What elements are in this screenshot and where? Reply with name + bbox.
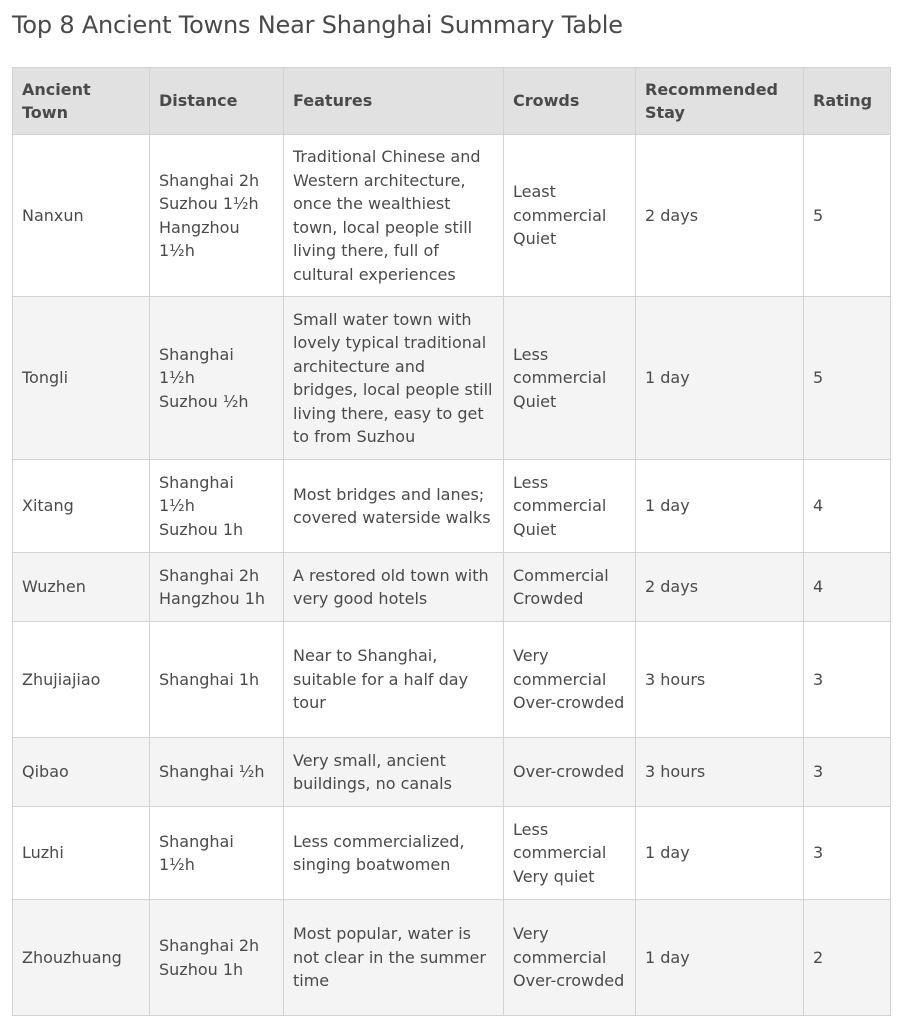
cell-features: Small water town with lovely typical traditional architecture and bridges, local people still living there, easy to get to from Suzhou: [284, 297, 504, 460]
cell-features: Most popular, water is not clear in the summer time: [284, 900, 504, 1016]
cell-town: Tongli: [13, 297, 150, 460]
table-body: [13, 135, 891, 1016]
cell-rating: 5: [804, 297, 891, 460]
crowds-line: Over-crowded: [513, 693, 625, 713]
crowds-line: Very commercial: [513, 924, 607, 967]
crowds-line: Less commercial: [513, 819, 607, 863]
table-row: [13, 297, 891, 460]
crowds-line: Very quiet: [513, 866, 595, 886]
cell-crowds: [504, 553, 636, 622]
cell-features: Very small, ancient buildings, no canals: [284, 738, 504, 807]
cell-town: Xitang: [13, 460, 150, 553]
cell-crowds: [504, 135, 636, 297]
cell-features: A restored old town with very good hotels: [284, 553, 504, 622]
cell-crowds: [504, 807, 636, 900]
page-title: Top 8 Ancient Towns Near Shanghai Summary Table: [12, 11, 623, 39]
table-row: [13, 553, 891, 622]
crowds-line: Least commercial: [513, 182, 607, 225]
distance-line: Shanghai 1½h: [159, 831, 234, 874]
cell-rating: 4: [804, 460, 891, 553]
distance-line: Hangzhou 1½h: [159, 217, 240, 260]
distance-line: Suzhou 1½h: [159, 194, 259, 213]
crowds-line: Quiet: [513, 519, 557, 539]
header-rating: Rating: [804, 68, 891, 135]
cell-features: Near to Shanghai, suitable for a half day tour: [284, 622, 504, 738]
crowds-line: Less commercial: [513, 344, 607, 388]
table-row: [13, 738, 891, 807]
distance-line: Suzhou 1h: [159, 519, 244, 539]
table-row: [13, 900, 891, 1016]
distance-line: Suzhou ½h: [159, 391, 249, 411]
cell-town: Qibao: [13, 738, 150, 807]
header-town: Ancient Town: [13, 68, 150, 135]
cell-stay: 3 hours: [636, 622, 804, 738]
cell-rating: 3: [804, 622, 891, 738]
cell-features: Less commercialized, singing boatwomen: [284, 807, 504, 900]
table-row: [13, 135, 891, 297]
header-features: Features: [284, 68, 504, 135]
cell-features: Traditional Chinese and Western architecture, once the wealthiest town, local people still living there, full of cultural experiences: [284, 135, 504, 297]
table-header: [13, 68, 891, 135]
crowds-line: Over-crowded: [513, 762, 625, 782]
cell-stay: 1 day: [636, 807, 804, 900]
distance-line: Shanghai 2h: [159, 170, 260, 190]
cell-town: Nanxun: [13, 135, 150, 297]
cell-crowds: [504, 297, 636, 460]
header-distance: Distance: [150, 68, 284, 135]
cell-distance: [150, 460, 284, 553]
distance-line: Shanghai 1½h: [159, 472, 234, 516]
cell-crowds: [504, 900, 636, 1016]
crowds-line: Quiet: [513, 229, 557, 249]
cell-stay: 2 days: [636, 553, 804, 622]
cell-stay: 1 day: [636, 297, 804, 460]
cell-distance: [150, 622, 284, 738]
distance-line: Shanghai 1½h: [159, 344, 234, 388]
cell-distance: [150, 807, 284, 900]
distance-line: Shanghai 2h: [159, 936, 260, 955]
distance-line: Shanghai 1h: [159, 669, 260, 689]
cell-town: Luzhi: [13, 807, 150, 900]
header-crowds: Crowds: [504, 68, 636, 135]
cell-crowds: [504, 460, 636, 553]
header-stay: Recommended Stay: [636, 68, 804, 135]
header-row: [13, 68, 891, 135]
distance-line: Suzhou 1h: [159, 959, 244, 979]
cell-stay: 3 hours: [636, 738, 804, 807]
cell-features: Most bridges and lanes; covered waterside walks: [284, 460, 504, 553]
crowds-line: Quiet: [513, 391, 557, 411]
cell-rating: 5: [804, 135, 891, 297]
cell-stay: 1 day: [636, 900, 804, 1016]
cell-distance: [150, 135, 284, 297]
summary-table: [12, 67, 891, 1016]
cell-town: Zhujiajiao: [13, 622, 150, 738]
cell-stay: 1 day: [636, 460, 804, 553]
cell-distance: [150, 738, 284, 807]
cell-distance: [150, 297, 284, 460]
cell-crowds: [504, 622, 636, 738]
cell-rating: 3: [804, 738, 891, 807]
cell-rating: 2: [804, 900, 891, 1016]
crowds-line: Less commercial: [513, 472, 607, 516]
cell-stay: 2 days: [636, 135, 804, 297]
distance-line: Hangzhou 1h: [159, 589, 266, 608]
crowds-line: Very commercial: [513, 646, 607, 689]
cell-rating: 4: [804, 553, 891, 622]
cell-rating: 3: [804, 807, 891, 900]
distance-line: Shanghai ½h: [159, 762, 265, 782]
cell-town: Zhouzhuang: [13, 900, 150, 1016]
cell-distance: [150, 553, 284, 622]
cell-distance: [150, 900, 284, 1016]
crowds-line: Commercial: [513, 565, 609, 585]
crowds-line: Over-crowded: [513, 971, 625, 991]
cell-town: Wuzhen: [13, 553, 150, 622]
table-row: [13, 807, 891, 900]
cell-crowds: [504, 738, 636, 807]
crowds-line: Crowded: [513, 589, 584, 608]
table-row: [13, 460, 891, 553]
distance-line: Shanghai 2h: [159, 565, 260, 585]
table-row: [13, 622, 891, 738]
